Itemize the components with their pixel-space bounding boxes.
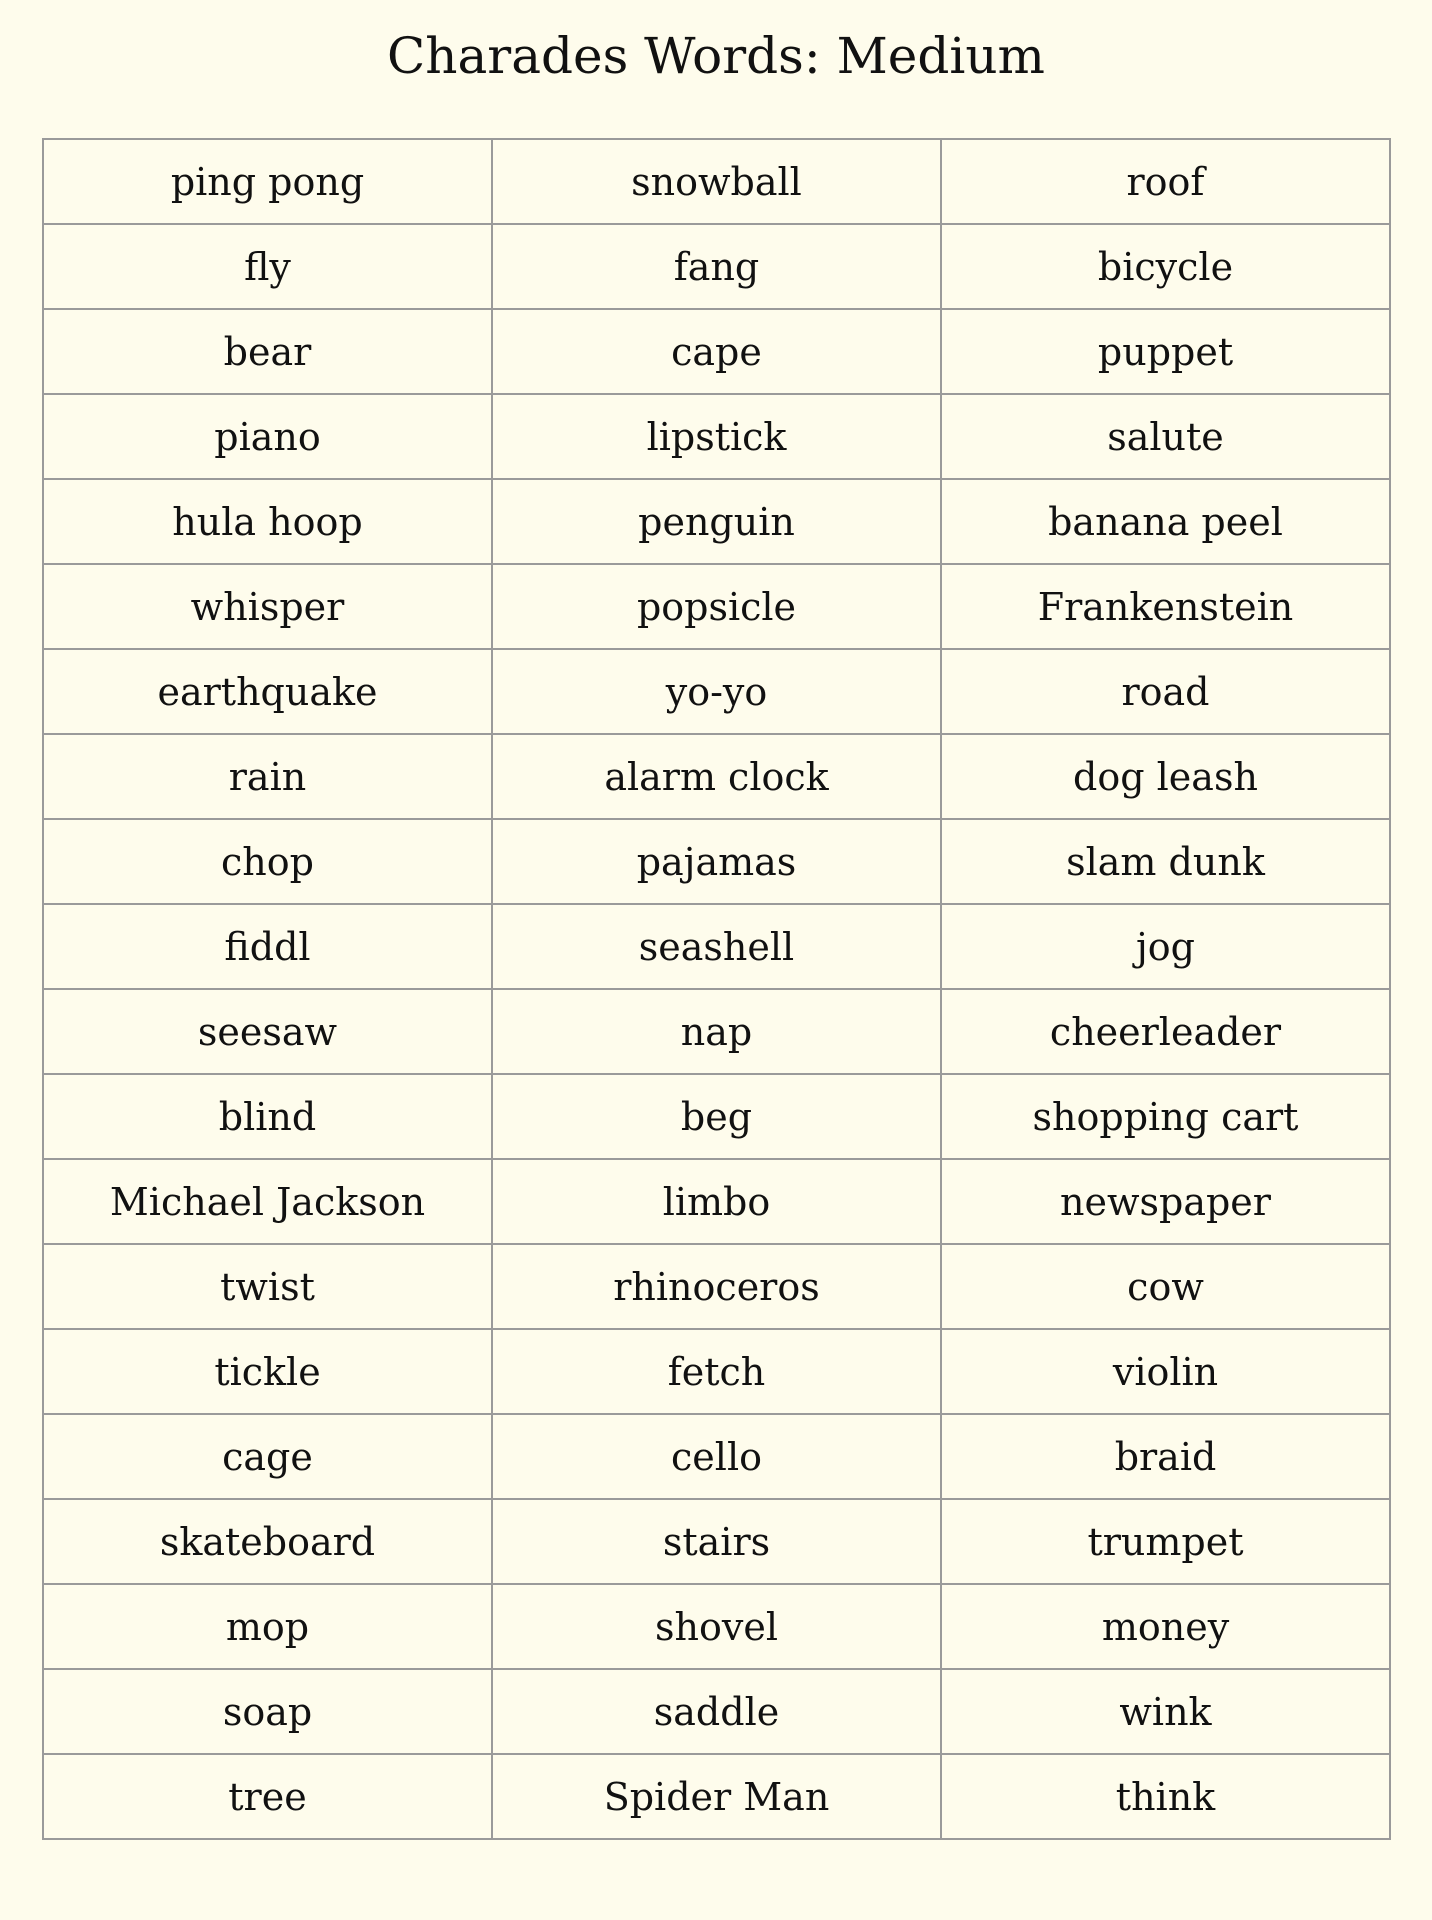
word-cell: rhinoceros [492, 1244, 941, 1329]
word-cell: jog [941, 904, 1390, 989]
word-cell: wink [941, 1669, 1390, 1754]
word-cell: Spider Man [492, 1754, 941, 1839]
word-cell: seashell [492, 904, 941, 989]
table-row [43, 904, 1390, 989]
word-cell: piano [43, 394, 492, 479]
word-cell: penguin [492, 479, 941, 564]
word-cell: chop [43, 819, 492, 904]
word-cell: violin [941, 1329, 1390, 1414]
word-cell: twist [43, 1244, 492, 1329]
table-row [43, 1499, 1390, 1584]
word-cell: earthquake [43, 649, 492, 734]
charades-words-table [42, 138, 1391, 1840]
table-row [43, 734, 1390, 819]
word-cell: bicycle [941, 224, 1390, 309]
word-cell: cheerleader [941, 989, 1390, 1074]
word-cell: limbo [492, 1159, 941, 1244]
word-cell: bear [43, 309, 492, 394]
table-row [43, 1244, 1390, 1329]
table-row [43, 309, 1390, 394]
word-cell: cello [492, 1414, 941, 1499]
word-cell: banana peel [941, 479, 1390, 564]
word-cell: road [941, 649, 1390, 734]
word-cell: stairs [492, 1499, 941, 1584]
word-cell: Frankenstein [941, 564, 1390, 649]
word-cell: cage [43, 1414, 492, 1499]
table-row [43, 1074, 1390, 1159]
table-row [43, 649, 1390, 734]
word-cell: beg [492, 1074, 941, 1159]
word-cell: rain [43, 734, 492, 819]
word-cell: skateboard [43, 1499, 492, 1584]
word-cell: yo-yo [492, 649, 941, 734]
word-cell: dog leash [941, 734, 1390, 819]
table-row [43, 989, 1390, 1074]
word-cell: puppet [941, 309, 1390, 394]
table-row [43, 479, 1390, 564]
table-row [43, 1669, 1390, 1754]
table-row [43, 1159, 1390, 1244]
word-cell: fetch [492, 1329, 941, 1414]
word-cell: blind [43, 1074, 492, 1159]
word-cell: saddle [492, 1669, 941, 1754]
table-row [43, 1584, 1390, 1669]
word-cell: newspaper [941, 1159, 1390, 1244]
word-cell: fang [492, 224, 941, 309]
word-cell: fiddl [43, 904, 492, 989]
word-cell: slam dunk [941, 819, 1390, 904]
word-cell: seesaw [43, 989, 492, 1074]
table-row [43, 394, 1390, 479]
word-cell: popsicle [492, 564, 941, 649]
word-cell: pajamas [492, 819, 941, 904]
word-cell: tickle [43, 1329, 492, 1414]
table-row [43, 139, 1390, 224]
word-cell: snowball [492, 139, 941, 224]
page-title: Charades Words: Medium [387, 27, 1045, 85]
table-row [43, 224, 1390, 309]
word-cell: shopping cart [941, 1074, 1390, 1159]
word-cell: salute [941, 394, 1390, 479]
word-cell: mop [43, 1584, 492, 1669]
word-cell: Michael Jackson [43, 1159, 492, 1244]
word-cell: tree [43, 1754, 492, 1839]
word-cell: soap [43, 1669, 492, 1754]
table-row [43, 564, 1390, 649]
word-cell: lipstick [492, 394, 941, 479]
word-cell: think [941, 1754, 1390, 1839]
word-cell: braid [941, 1414, 1390, 1499]
word-cell: roof [941, 139, 1390, 224]
word-cell: cape [492, 309, 941, 394]
word-cell: cow [941, 1244, 1390, 1329]
word-cell: fly [43, 224, 492, 309]
word-cell: money [941, 1584, 1390, 1669]
table-row [43, 819, 1390, 904]
word-cell: nap [492, 989, 941, 1074]
word-cell: shovel [492, 1584, 941, 1669]
table-row [43, 1754, 1390, 1839]
word-cell: whisper [43, 564, 492, 649]
table-row [43, 1414, 1390, 1499]
word-cell: hula hoop [43, 479, 492, 564]
table-row [43, 1329, 1390, 1414]
word-cell: ping pong [43, 139, 492, 224]
word-cell: alarm clock [492, 734, 941, 819]
word-cell: trumpet [941, 1499, 1390, 1584]
words-table-body [43, 139, 1390, 1839]
